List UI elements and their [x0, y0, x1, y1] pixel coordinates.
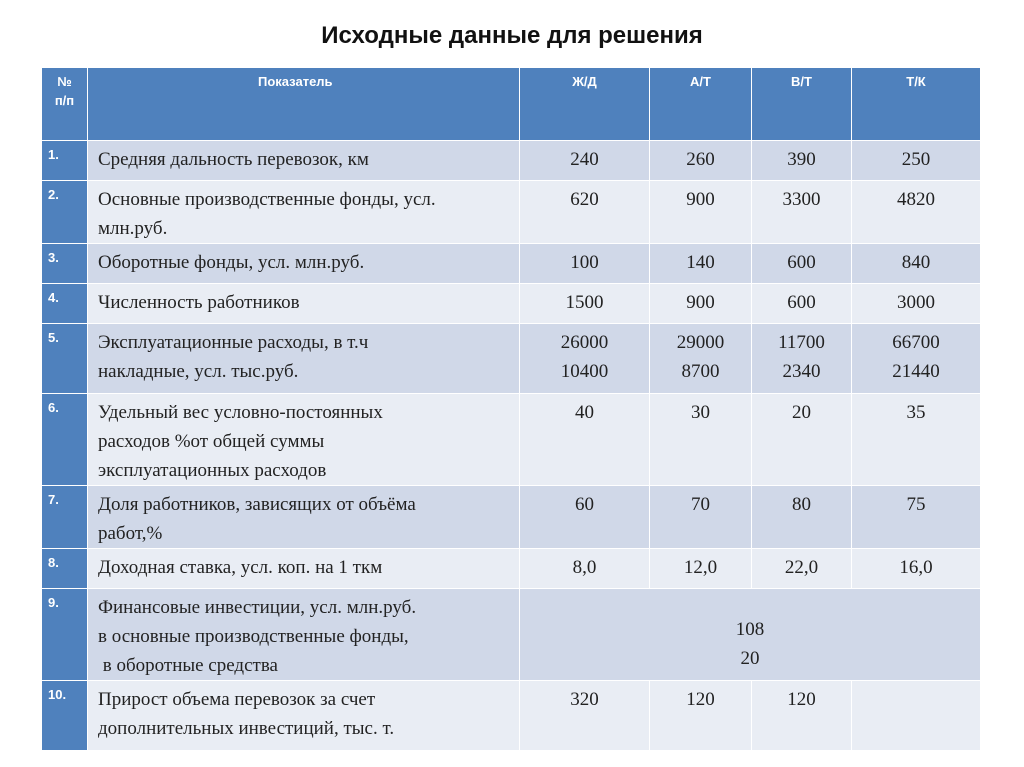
- table-row: [42, 141, 981, 181]
- value-line: 22,0: [784, 557, 819, 578]
- indicator-line: эксплуатационных расходов: [98, 460, 327, 481]
- indicator-line: Доля работников, зависящих от объёма: [98, 494, 416, 515]
- value-cell: [852, 681, 981, 751]
- value-cell: [752, 394, 852, 486]
- row-number: 3.: [42, 244, 88, 284]
- value-line: 20: [792, 402, 811, 423]
- indicator-line: в основные производственные фонды,: [98, 626, 409, 647]
- indicator-line: Численность работников: [98, 292, 300, 313]
- value-cell: [650, 284, 752, 324]
- value-line: 4820: [897, 189, 935, 210]
- indicator-cell: [88, 681, 520, 751]
- row-number: 4.: [42, 284, 88, 324]
- table-row: [42, 181, 981, 244]
- value-line: 260: [686, 149, 715, 170]
- value-line: 100: [570, 252, 599, 273]
- table-row: [42, 244, 981, 284]
- value-cell: [752, 141, 852, 181]
- value-cell: [650, 681, 752, 751]
- value-cell: [852, 244, 981, 284]
- value-line: 26000: [560, 332, 609, 353]
- value-cell: [520, 181, 650, 244]
- value-cell: [852, 486, 981, 549]
- merged-value-cell: [520, 589, 981, 681]
- value-line: 8,0: [572, 557, 597, 578]
- value-line: 16,0: [899, 557, 933, 578]
- value-line: 1500: [565, 292, 604, 313]
- table-row: [42, 589, 981, 681]
- value-line: 390: [787, 149, 816, 170]
- table-header-row: [42, 68, 981, 141]
- header-auto: А/Т: [650, 68, 752, 141]
- value-cell: [520, 324, 650, 394]
- indicator-cell: [88, 181, 520, 244]
- header-indicator: Показатель: [88, 68, 520, 141]
- value-line: 80: [792, 494, 811, 515]
- table-row: [42, 486, 981, 549]
- value-cell: [520, 284, 650, 324]
- row-number: 10.: [42, 681, 88, 751]
- value-cell: [752, 324, 852, 394]
- value-line: 60: [575, 494, 594, 515]
- value-line: 3300: [782, 189, 821, 210]
- value-line: 120: [686, 689, 715, 710]
- value-line: 2340: [782, 361, 821, 382]
- value-cell: [752, 284, 852, 324]
- table-row: [42, 681, 981, 751]
- value-cell: [520, 244, 650, 284]
- value-line: 12,0: [683, 557, 718, 578]
- indicator-line: Финансовые инвестиции, усл. млн.руб.: [98, 597, 417, 618]
- value-line: 140: [686, 252, 715, 273]
- value-line: 11700: [778, 332, 825, 353]
- indicator-cell: [88, 589, 520, 681]
- table-row: [42, 284, 981, 324]
- table-row: [42, 324, 981, 394]
- value-cell: [752, 244, 852, 284]
- row-number: 1.: [42, 141, 88, 181]
- indicator-line: в оборотные средства: [98, 655, 278, 676]
- value-line: 35: [906, 402, 926, 423]
- source-data-table: [41, 67, 981, 751]
- indicator-line: Основные производственные фонды, усл.: [98, 189, 436, 210]
- row-number: 8.: [42, 549, 88, 589]
- value-cell: [852, 141, 981, 181]
- value-cell: [650, 486, 752, 549]
- indicator-line: накладные, усл. тыс.руб.: [98, 361, 299, 382]
- indicator-cell: [88, 284, 520, 324]
- value-cell: [520, 141, 650, 181]
- table-row: [42, 394, 981, 486]
- value-cell: [650, 549, 752, 589]
- value-cell: [650, 394, 752, 486]
- value-line: 3000: [897, 292, 935, 313]
- value-line: 30: [691, 402, 710, 423]
- value-line: 250: [901, 149, 931, 170]
- indicator-cell: [88, 244, 520, 284]
- header-water: В/Т: [752, 68, 852, 141]
- value-line: 108: [735, 618, 765, 640]
- indicator-line: млн.руб.: [98, 218, 168, 239]
- value-cell: [650, 181, 752, 244]
- indicator-line: Прирост объема перевозок за счет: [98, 689, 376, 710]
- value-line: 900: [686, 292, 715, 313]
- header-rail: Ж/Д: [520, 68, 650, 141]
- value-cell: [520, 549, 650, 589]
- value-cell: [650, 141, 752, 181]
- indicator-cell: [88, 141, 520, 181]
- value-cell: [852, 284, 981, 324]
- value-line: 20: [740, 647, 760, 669]
- value-cell: [752, 549, 852, 589]
- value-line: 75: [906, 494, 926, 515]
- indicator-line: дополнительных инвестиций, тыс. т.: [98, 718, 395, 739]
- indicator-cell: [88, 394, 520, 486]
- row-number: 2.: [42, 181, 88, 244]
- value-cell: [752, 486, 852, 549]
- value-cell: [650, 324, 752, 394]
- value-cell: [852, 324, 981, 394]
- value-cell: [520, 681, 650, 751]
- value-line: 120: [787, 689, 816, 710]
- indicator-line: Оборотные фонды, усл. млн.руб.: [98, 252, 365, 273]
- indicator-cell: [88, 486, 520, 549]
- value-line: 240: [570, 149, 599, 170]
- value-line: 840: [901, 252, 931, 273]
- value-cell: [520, 394, 650, 486]
- indicator-line: Средняя дальность перевозок, км: [98, 149, 369, 170]
- indicator-line: расходов %от общей суммы: [98, 431, 325, 452]
- row-number: 6.: [42, 394, 88, 486]
- value-line: 70: [691, 494, 710, 515]
- value-line: 600: [787, 252, 816, 273]
- page-title: Исходные данные для решения: [321, 22, 703, 49]
- value-cell: [520, 486, 650, 549]
- header-pipeline: Т/К: [852, 68, 981, 141]
- value-line: 620: [570, 189, 599, 210]
- value-cell: [852, 394, 981, 486]
- row-number: 7.: [42, 486, 88, 549]
- value-line: 21440: [892, 361, 940, 382]
- row-number: 5.: [42, 324, 88, 394]
- indicator-cell: [88, 549, 520, 589]
- row-number: 9.: [42, 589, 88, 681]
- value-cell: [852, 549, 981, 589]
- value-line: 66700: [892, 332, 940, 353]
- value-line: 40: [575, 402, 594, 423]
- value-line: 320: [570, 689, 599, 710]
- indicator-line: работ,%: [98, 523, 163, 544]
- value-cell: [752, 181, 852, 244]
- value-line: 900: [686, 189, 715, 210]
- table-row: [42, 549, 981, 589]
- indicator-line: Удельный вес условно-постоянных: [98, 402, 383, 423]
- value-line: 10400: [560, 361, 609, 382]
- value-line: 8700: [681, 361, 720, 382]
- value-line: 29000: [676, 332, 725, 353]
- value-cell: [852, 181, 981, 244]
- value-cell: [650, 244, 752, 284]
- header-number: № п/п: [42, 68, 88, 141]
- value-line: 600: [787, 292, 816, 313]
- indicator-line: Эксплуатационные расходы, в т.ч: [98, 332, 369, 353]
- indicator-cell: [88, 324, 520, 394]
- value-cell: [752, 681, 852, 751]
- indicator-line: Доходная ставка, усл. коп. на 1 ткм: [98, 557, 383, 578]
